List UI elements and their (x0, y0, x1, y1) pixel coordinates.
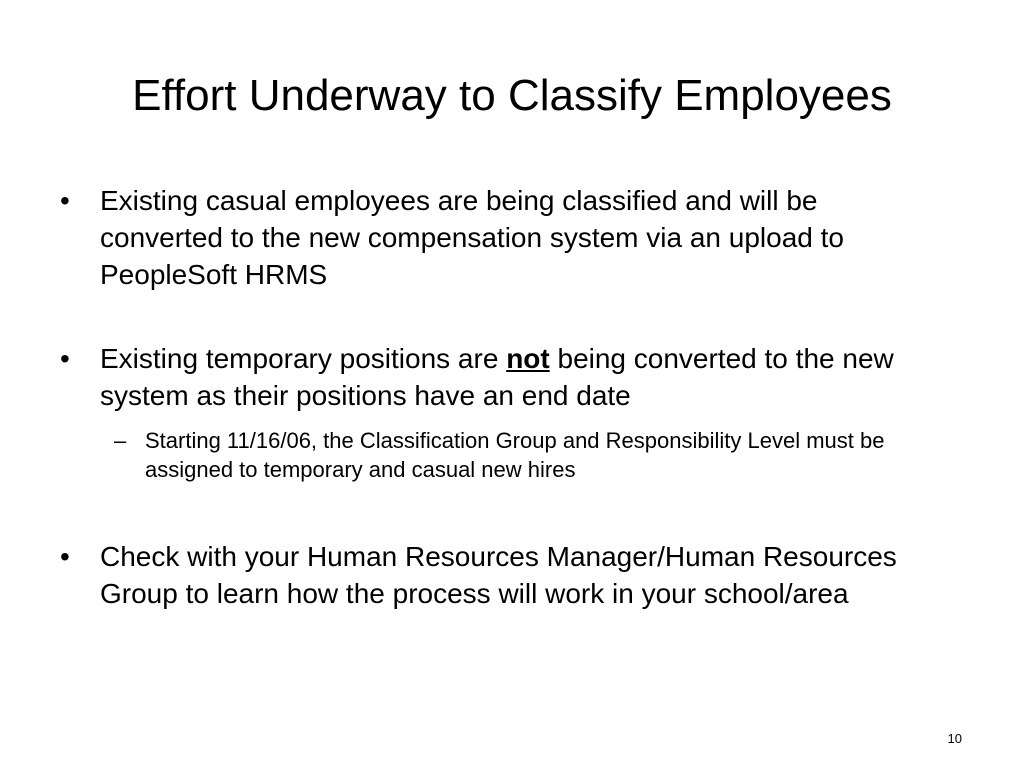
bullet-item (60, 340, 940, 414)
sub-bullet-marker: – (114, 428, 127, 453)
bullet-item (60, 182, 940, 293)
bullet-text-after: being converted to the new system as their positions have an end date (100, 343, 894, 411)
bullet-text: Existing casual employees are being classified and will be converted to the new compensation system via an upload to PeopleSoft HRMS (100, 185, 844, 290)
page-number: 10 (947, 731, 962, 746)
bullet-text: Check with your Human Resources Manager/Human Resources Group to learn how the process will work in your school/area (100, 541, 897, 609)
bullet-marker: • (60, 185, 70, 216)
bullet-marker: • (60, 541, 70, 572)
bullet-text-before: Existing temporary positions are (100, 343, 507, 374)
sub-bullet-item (114, 426, 934, 484)
bullet-marker: • (60, 343, 70, 374)
bullet-item (60, 538, 940, 612)
slide-title: Effort Underway to Classify Employees (132, 71, 892, 120)
bullet-emphasis: not (506, 343, 550, 374)
bullet-text (100, 340, 940, 414)
sub-bullet-text: Starting 11/16/06, the Classification Group and Responsibility Level must be assigned to temporary and casual new hires (145, 428, 885, 482)
